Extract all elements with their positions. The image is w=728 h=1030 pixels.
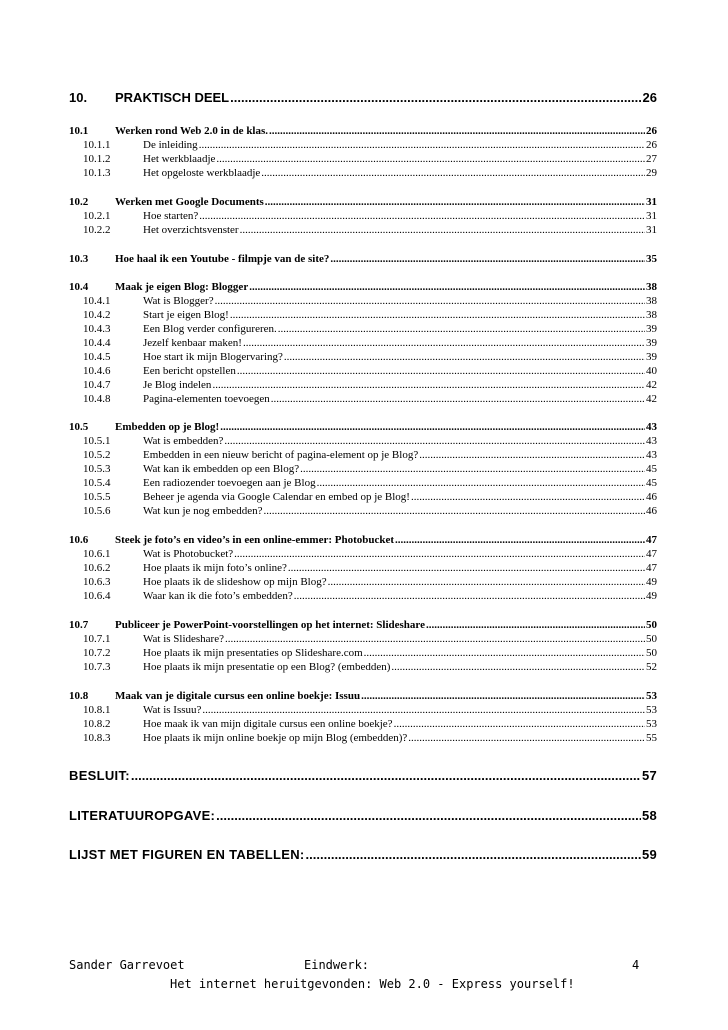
toc-page-number: 53 xyxy=(646,718,657,730)
toc-item[interactable] xyxy=(69,379,657,391)
toc-page-number: 57 xyxy=(641,768,657,783)
toc-number: 10.4.2 xyxy=(83,309,111,321)
toc-page-number: 49 xyxy=(646,576,657,588)
toc-section[interactable] xyxy=(69,281,657,293)
toc-page-number: 29 xyxy=(646,167,657,179)
toc-label: Maak je eigen Blog: Blogger xyxy=(115,281,249,293)
toc-page-number: 59 xyxy=(641,847,657,862)
toc-number: 10.4.4 xyxy=(83,337,111,349)
toc-label: PRAKTISCH DEEL xyxy=(115,90,230,105)
toc-page-number: 55 xyxy=(646,732,657,744)
toc-item[interactable] xyxy=(69,491,657,503)
toc-page-number: 27 xyxy=(646,153,657,165)
toc-label: Jezelf kenbaar maken! xyxy=(143,337,242,349)
toc-page-number: 52 xyxy=(646,661,657,673)
toc-page-number: 53 xyxy=(646,690,657,702)
toc-number: 10.5.2 xyxy=(83,449,111,461)
toc-leader xyxy=(249,281,645,293)
toc-page-number: 49 xyxy=(646,590,657,602)
toc-page-number: 47 xyxy=(646,548,657,560)
toc-page-number: 38 xyxy=(646,295,657,307)
toc-leader xyxy=(269,125,645,137)
toc-item[interactable] xyxy=(69,295,657,307)
toc-label: Hoe start ik mijn Blogervaring? xyxy=(143,351,283,363)
toc-label: Hoe haal ik een Youtube - filmpje van de site? xyxy=(115,253,330,265)
toc-number: 10.1 xyxy=(69,125,89,137)
toc-leader xyxy=(265,196,645,208)
toc-leader xyxy=(391,661,645,673)
toc-number: 10.4.7 xyxy=(83,379,111,391)
toc-page-number: 58 xyxy=(641,808,657,823)
toc-number: 10.5.5 xyxy=(83,491,111,503)
toc-number: 10.7.2 xyxy=(83,647,111,659)
toc-number: 10.4.1 xyxy=(83,295,111,307)
toc-item[interactable] xyxy=(69,224,657,236)
toc-label: Wat is Slideshare? xyxy=(143,633,224,645)
toc-number: 10.2.1 xyxy=(83,210,111,222)
toc-label: Hoe plaats ik de slideshow op mijn Blog? xyxy=(143,576,327,588)
toc-label: Het opgeloste werkblaadje xyxy=(143,167,261,179)
toc-leader xyxy=(306,847,641,862)
toc-label: Publiceer je PowerPoint-voorstellingen op het internet: Slideshare xyxy=(115,619,425,631)
toc-item[interactable] xyxy=(69,590,657,602)
toc-leader xyxy=(278,323,645,335)
toc-section[interactable] xyxy=(69,196,657,208)
toc-leader xyxy=(199,139,645,151)
toc-leader xyxy=(202,704,645,716)
toc-item[interactable] xyxy=(69,576,657,588)
toc-number: 10.8 xyxy=(69,690,89,702)
toc-leader xyxy=(419,449,645,461)
toc-page-number: 42 xyxy=(646,379,657,391)
toc-main-entry-literatuuropgave[interactable] xyxy=(69,808,657,823)
toc-number: 10.6.4 xyxy=(83,590,111,602)
toc-label: Werken met Google Documents xyxy=(115,196,264,208)
toc-chapter-10[interactable] xyxy=(69,90,657,105)
toc-section[interactable] xyxy=(69,253,657,265)
toc-number: 10.5.6 xyxy=(83,505,111,517)
toc-label: LITERATUUROPGAVE: xyxy=(69,808,216,823)
toc-item[interactable] xyxy=(69,505,657,517)
toc-page-number: 50 xyxy=(646,633,657,645)
toc-label: Maak van je digitale cursus een online boekje: Issuu xyxy=(115,690,361,702)
toc-label: Hoe plaats ik mijn foto’s online? xyxy=(143,562,287,574)
toc-leader xyxy=(240,224,645,236)
toc-page-number: 31 xyxy=(646,196,657,208)
toc-page-number: 43 xyxy=(646,421,657,433)
toc-label: Embedden in een nieuw bericht of pagina-element op je Blog? xyxy=(143,449,419,461)
toc-page-number: 43 xyxy=(646,435,657,447)
toc-number: 10.1.3 xyxy=(83,167,111,179)
toc-section[interactable] xyxy=(69,534,657,546)
toc-leader xyxy=(408,732,645,744)
toc-page-number: 31 xyxy=(646,210,657,222)
toc-leader xyxy=(284,351,645,363)
toc-label: Een radiozender toevoegen aan je Blog xyxy=(143,477,316,489)
toc-leader xyxy=(243,337,645,349)
toc-item[interactable] xyxy=(69,633,657,645)
toc-page-number: 39 xyxy=(646,337,657,349)
toc-item[interactable] xyxy=(69,323,657,335)
toc-label: Wat is Photobucket? xyxy=(143,548,234,560)
toc-label: Wat is Blogger? xyxy=(143,295,214,307)
toc-page-number: 46 xyxy=(646,505,657,517)
toc-number: 10.7.1 xyxy=(83,633,111,645)
toc-label: Een Blog verder configureren. xyxy=(143,323,277,335)
toc-page-number: 45 xyxy=(646,463,657,475)
toc-leader xyxy=(216,808,641,823)
toc-page-number: 46 xyxy=(646,491,657,503)
toc-label: Beheer je agenda via Google Calendar en embed op je Blog! xyxy=(143,491,410,503)
toc-number: 10.6 xyxy=(69,534,89,546)
toc-number: 10.5.1 xyxy=(83,435,111,447)
toc-label: Het werkblaadje xyxy=(143,153,216,165)
toc-leader xyxy=(230,309,645,321)
toc-number: 10.8.3 xyxy=(83,732,111,744)
toc-leader xyxy=(216,153,645,165)
toc-number: 10.4.5 xyxy=(83,351,111,363)
toc-number: 10.2 xyxy=(69,196,89,208)
toc-page-number: 53 xyxy=(646,704,657,716)
toc-page-number: 50 xyxy=(646,619,657,631)
toc-item[interactable] xyxy=(69,153,657,165)
toc-leader xyxy=(394,718,645,730)
toc-leader xyxy=(294,590,645,602)
toc-number: 10.5.4 xyxy=(83,477,111,489)
toc-item[interactable] xyxy=(69,704,657,716)
toc-number: 10.6.2 xyxy=(83,562,111,574)
toc-section[interactable] xyxy=(69,125,657,137)
toc-item[interactable] xyxy=(69,435,657,447)
toc-number: 10.8.2 xyxy=(83,718,111,730)
toc-item[interactable] xyxy=(69,562,657,574)
toc-label: Steek je foto’s en video’s in een online-emmer: Photobucket xyxy=(115,534,395,546)
toc-label: Embedden op je Blog! xyxy=(115,421,220,433)
toc-leader xyxy=(220,421,645,433)
toc-page-number: 31 xyxy=(646,224,657,236)
toc-item[interactable] xyxy=(69,661,657,673)
toc-leader xyxy=(426,619,645,631)
toc-leader xyxy=(411,491,645,503)
toc-label: Wat kan ik embedden op een Blog? xyxy=(143,463,300,475)
toc-item[interactable] xyxy=(69,351,657,363)
toc-item[interactable] xyxy=(69,449,657,461)
toc-item[interactable] xyxy=(69,393,657,405)
toc-number: 10.2.2 xyxy=(83,224,111,236)
toc-main-entry-besluit[interactable] xyxy=(69,768,657,783)
toc-number: 10.7 xyxy=(69,619,89,631)
toc-item[interactable] xyxy=(69,210,657,222)
toc-item[interactable] xyxy=(69,647,657,659)
toc-label: Wat kun je nog embedden? xyxy=(143,505,263,517)
toc-leader xyxy=(234,548,645,560)
toc-label: LIJST MET FIGUREN EN TABELLEN: xyxy=(69,847,305,862)
toc-label: Wat is Issuu? xyxy=(143,704,202,716)
toc-label: Start je eigen Blog! xyxy=(143,309,229,321)
toc-label: Pagina-elementen toevoegen xyxy=(143,393,270,405)
toc-label: Hoe maak ik van mijn digitale cursus een online boekje? xyxy=(143,718,393,730)
toc-page-number: 26 xyxy=(642,90,657,105)
toc-item[interactable] xyxy=(69,139,657,151)
toc-page-number: 47 xyxy=(646,534,657,546)
toc-item[interactable] xyxy=(69,365,657,377)
toc-leader xyxy=(288,562,645,574)
toc-page-number: 50 xyxy=(646,647,657,659)
toc-page-number: 42 xyxy=(646,393,657,405)
toc-item[interactable] xyxy=(69,477,657,489)
toc-label: Waar kan ik die foto’s embedden? xyxy=(143,590,293,602)
toc-label: Hoe starten? xyxy=(143,210,199,222)
toc-leader xyxy=(261,167,645,179)
toc-item[interactable] xyxy=(69,337,657,349)
toc-leader xyxy=(215,295,645,307)
toc-leader xyxy=(225,633,645,645)
toc-leader xyxy=(199,210,645,222)
toc-label: BESLUIT: xyxy=(69,768,130,783)
toc-label: Het overzichtsvenster xyxy=(143,224,239,236)
toc-page-number: 35 xyxy=(646,253,657,265)
toc-label: Hoe plaats ik mijn presentatie op een Blog? (embedden) xyxy=(143,661,391,673)
toc-label: De inleiding xyxy=(143,139,198,151)
toc-leader xyxy=(131,768,641,783)
toc-number: 10.4.8 xyxy=(83,393,111,405)
toc-number: 10.6.3 xyxy=(83,576,111,588)
toc-number: 10.4 xyxy=(69,281,89,293)
toc-leader xyxy=(263,505,645,517)
toc-label: Een bericht opstellen xyxy=(143,365,236,377)
toc-number: 10.8.1 xyxy=(83,704,111,716)
toc-leader xyxy=(317,477,645,489)
toc-page-number: 38 xyxy=(646,281,657,293)
toc-leader xyxy=(212,379,645,391)
toc-page-number: 47 xyxy=(646,562,657,574)
toc-leader xyxy=(237,365,645,377)
toc-item[interactable] xyxy=(69,463,657,475)
toc-leader xyxy=(300,463,645,475)
toc-item[interactable] xyxy=(69,718,657,730)
toc-page-number: 26 xyxy=(646,125,657,137)
footer-page-number: 4 xyxy=(632,958,640,972)
toc-leader xyxy=(330,253,645,265)
toc-label: Werken rond Web 2.0 in de klas. xyxy=(115,125,269,137)
toc-leader xyxy=(271,393,645,405)
toc-main-entry-lijst-met-figuren[interactable] xyxy=(69,847,657,862)
toc-label: Hoe plaats ik mijn presentaties op Slideshare.com xyxy=(143,647,363,659)
toc-section[interactable] xyxy=(69,421,657,433)
toc-page-number: 38 xyxy=(646,309,657,321)
toc-page-number: 39 xyxy=(646,351,657,363)
toc-item[interactable] xyxy=(69,167,657,179)
toc-label: Je Blog indelen xyxy=(143,379,212,391)
toc-leader xyxy=(224,435,645,447)
toc-leader xyxy=(361,690,645,702)
toc-number: 10.1.2 xyxy=(83,153,111,165)
toc-number: 10.5 xyxy=(69,421,89,433)
toc-page-number: 43 xyxy=(646,449,657,461)
toc-number: 10.7.3 xyxy=(83,661,111,673)
toc-number: 10. xyxy=(69,90,88,105)
toc-label: Hoe plaats ik mijn online boekje op mijn Blog (embedden)? xyxy=(143,732,408,744)
toc-number: 10.4.6 xyxy=(83,365,111,377)
toc-number: 10.3 xyxy=(69,253,89,265)
toc-leader xyxy=(328,576,645,588)
toc-page-number: 40 xyxy=(646,365,657,377)
toc-number: 10.4.3 xyxy=(83,323,111,335)
footer-author: Sander Garrevoet xyxy=(69,958,185,972)
toc-label: Wat is embedden? xyxy=(143,435,224,447)
toc-page-number: 45 xyxy=(646,477,657,489)
toc-section[interactable] xyxy=(69,619,657,631)
toc-page-number: 39 xyxy=(646,323,657,335)
footer-subtitle: Het internet heruitgevonden: Web 2.0 - Express yourself! xyxy=(170,977,575,991)
toc-number: 10.6.1 xyxy=(83,548,111,560)
toc-number: 10.5.3 xyxy=(83,463,111,475)
toc-item[interactable] xyxy=(69,732,657,744)
toc-leader xyxy=(395,534,645,546)
toc-page-number: 26 xyxy=(646,139,657,151)
footer-doc-type: Eindwerk: xyxy=(304,958,370,972)
toc-section[interactable] xyxy=(69,690,657,702)
toc-leader xyxy=(230,90,641,105)
toc-item[interactable] xyxy=(69,548,657,560)
toc-number: 10.1.1 xyxy=(83,139,111,151)
toc-leader xyxy=(364,647,645,659)
toc-item[interactable] xyxy=(69,309,657,321)
